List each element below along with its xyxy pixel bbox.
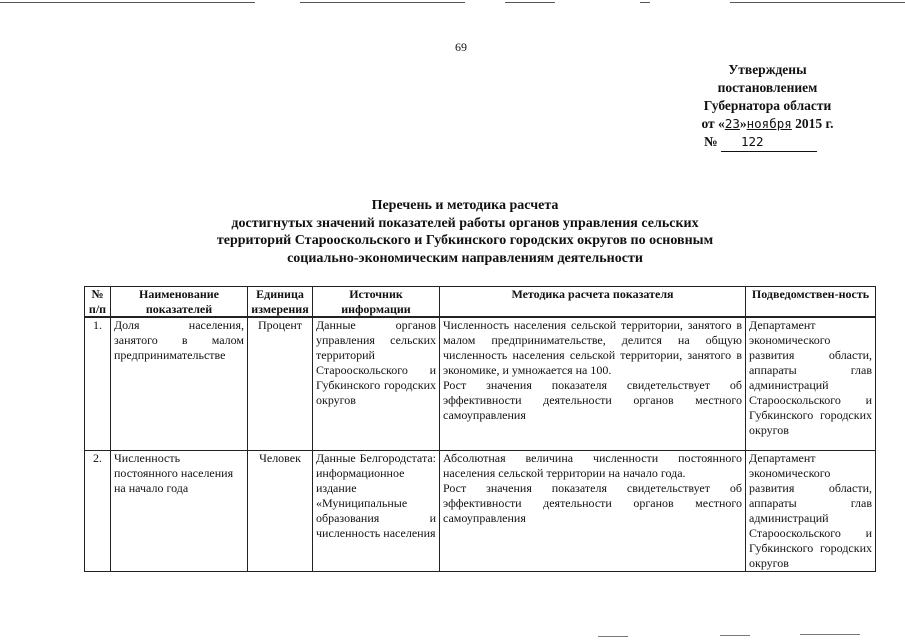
title-line-3: территорий Старооскольского и Губкинского городских округов по основным (216, 233, 714, 248)
cell-dept: Департамент экономического развития области, аппараты глав администраций Старооскольского и Губкинского городских округов (746, 450, 876, 571)
date-month: ноября (746, 116, 792, 131)
header-name: Наименование показателей (111, 287, 248, 318)
cell-method (440, 450, 746, 571)
header-dept: Подведомствен-ность (746, 287, 876, 318)
title-line-1: Перечень и методика расчета (371, 198, 559, 213)
cell-source: Данные органов управления сельских территорий Старооскольского и Губкинского городских округов (313, 317, 440, 450)
approval-line-2: постановлением (717, 80, 818, 95)
method-paragraph: Рост значения показателя свидетельствует об эффективности деятельности органов местного самоуправления (443, 480, 742, 525)
approval-date (650, 115, 885, 133)
table-header-row (85, 287, 876, 318)
scan-edge-bottom (0, 628, 905, 640)
date-prefix: от « (701, 116, 725, 131)
number-label: № (704, 134, 718, 149)
cell-num: 1. (85, 317, 111, 450)
table-row (85, 450, 876, 571)
title-line-2: достигнутых значений показателей работы органов управления сельских (231, 215, 699, 231)
date-suffix: 2015 г. (795, 116, 834, 131)
page-number: 69 (455, 40, 467, 54)
cell-num: 2. (85, 450, 111, 571)
header-unit: Единица измерения (248, 287, 313, 318)
cell-name: Доля населения, занятого в малом предпринимательстве (111, 317, 248, 450)
method-paragraph: Абсолютная величина численности постоянного населения сельской территории на начало года. (443, 450, 742, 480)
cell-dept: Департамент экономического развития области, аппараты глав администраций Старооскольского и Губкинского городских округов (746, 317, 876, 450)
cell-unit: Человек (248, 450, 313, 571)
cell-method (440, 317, 746, 450)
number-value: 122 (721, 133, 817, 152)
approval-line-1: Утверждены (728, 62, 807, 77)
header-num: № п/п (85, 287, 111, 318)
date-mid: » (739, 116, 747, 131)
header-source: Источник информации (313, 287, 440, 318)
approval-line-3: Губернатора области (703, 98, 832, 113)
cell-unit: Процент (248, 317, 313, 450)
scan-edge-top (0, 0, 905, 6)
indicators-table (84, 286, 876, 572)
title-line-4: социально-экономическим направлениям деятельности (287, 250, 643, 266)
header-method: Методика расчета показателя (440, 287, 746, 318)
method-paragraph: Численность населения сельской территории, занятого в малом предпринимательстве, делится на общую численность населения сельской территории, занятого в экономике, и умножается на 100. (443, 318, 742, 377)
method-paragraph: Рост значения показателя свидетельствует об эффективности деятельности органов местного самоуправления (443, 378, 742, 422)
document-title (150, 197, 780, 267)
cell-name: Численность постоянного населения на начало года (111, 450, 248, 571)
approval-stamp (650, 61, 885, 152)
cell-source: Данные Белгородстата: информационное издание «Муниципальные образования и численность населения (313, 450, 440, 571)
date-day: 23 (724, 116, 740, 131)
approval-number (650, 133, 885, 152)
table-row (85, 317, 876, 450)
